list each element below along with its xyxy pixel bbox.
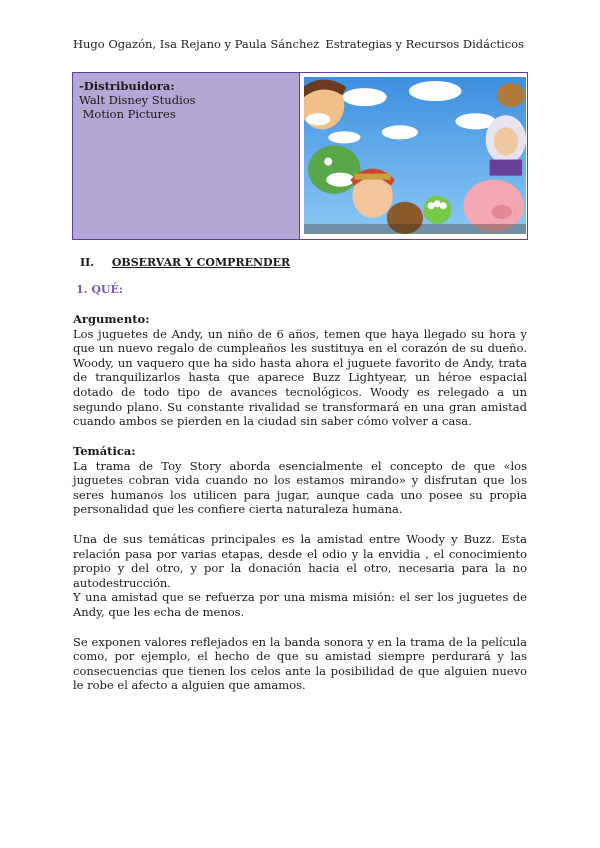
distributor-label: -Distribuidora: xyxy=(79,79,175,93)
tematica-paragraph-3: Y una amistad que se refuerza por una misma misión: el ser los juguetes de Andy, que les echa de menos. xyxy=(73,590,527,619)
section-number: II. xyxy=(80,256,95,269)
header-authors: Hugo Ogazón, Isa Rejano y Paula Sánchez xyxy=(73,37,320,51)
poster-cell xyxy=(300,73,527,239)
info-table xyxy=(72,72,528,240)
tematica-heading: Temática: xyxy=(73,444,136,458)
toy-story-poster-image xyxy=(304,77,526,234)
argumento-text: Los juguetes de Andy, un niño de 6 años, temen que haya llegado su hora y que un nuevo regalo de cumpleaños les sustituya en el corazón de su dueño. Woody, un vaquero que ha sido hasta ahora el juguete favorito de Andy, trata de tranquilizarlos hasta que aparece Buzz Lightyear, un héroe espacial dotado de todo tipo de avances tecnológicos. Woody es relegado a un segundo plano. Su constante rivalidad se transformará en una gran amistad cuando ambos se pierden en la ciudad sin saber cómo volver a casa. xyxy=(73,326,527,429)
section-title: OBSERVAR Y COMPRENDER xyxy=(111,256,291,269)
distributor-cell xyxy=(73,73,300,239)
section-heading xyxy=(80,256,290,269)
distributor-line-2: Motion Pictures xyxy=(79,107,176,121)
subsection-heading: 1. QUÉ: xyxy=(76,283,123,296)
tematica-paragraph-2: Una de sus temáticas principales es la amistad entre Woody y Buzz. Esta relación pasa por varias etapas, desde el odio y la envidia , el conocimiento propio y del otro, y por la donación hacia el otro, necesaria para la no autodestrucción. xyxy=(73,531,527,590)
tematica-paragraph-4: Se exponen valores reflejados en la banda sonora y en la trama de la película como, por ejemplo, el hecho de que su amistad siempre perdurará y las consecuencias que tienen los celos ante la posibilidad de que alguien nuevo le robe el afecto a alguien que amamos. xyxy=(73,634,527,693)
header-subject: Estrategias y Recursos Didácticos xyxy=(325,37,524,51)
argumento-block xyxy=(73,312,527,429)
tematica-block xyxy=(73,444,527,693)
distributor-line-1: Walt Disney Studios xyxy=(79,93,196,107)
argumento-heading: Argumento: xyxy=(73,312,150,326)
tematica-paragraph-1: La trama de Toy Story aborda esencialmente el concepto de que «los juguetes cobran vida cuando no los estamos mirando» y disfrutan que los seres humanos los utilicen para jugar, aunque cada uno posee su propia personalidad que les confiere cierta naturaleza humana. xyxy=(73,458,527,517)
